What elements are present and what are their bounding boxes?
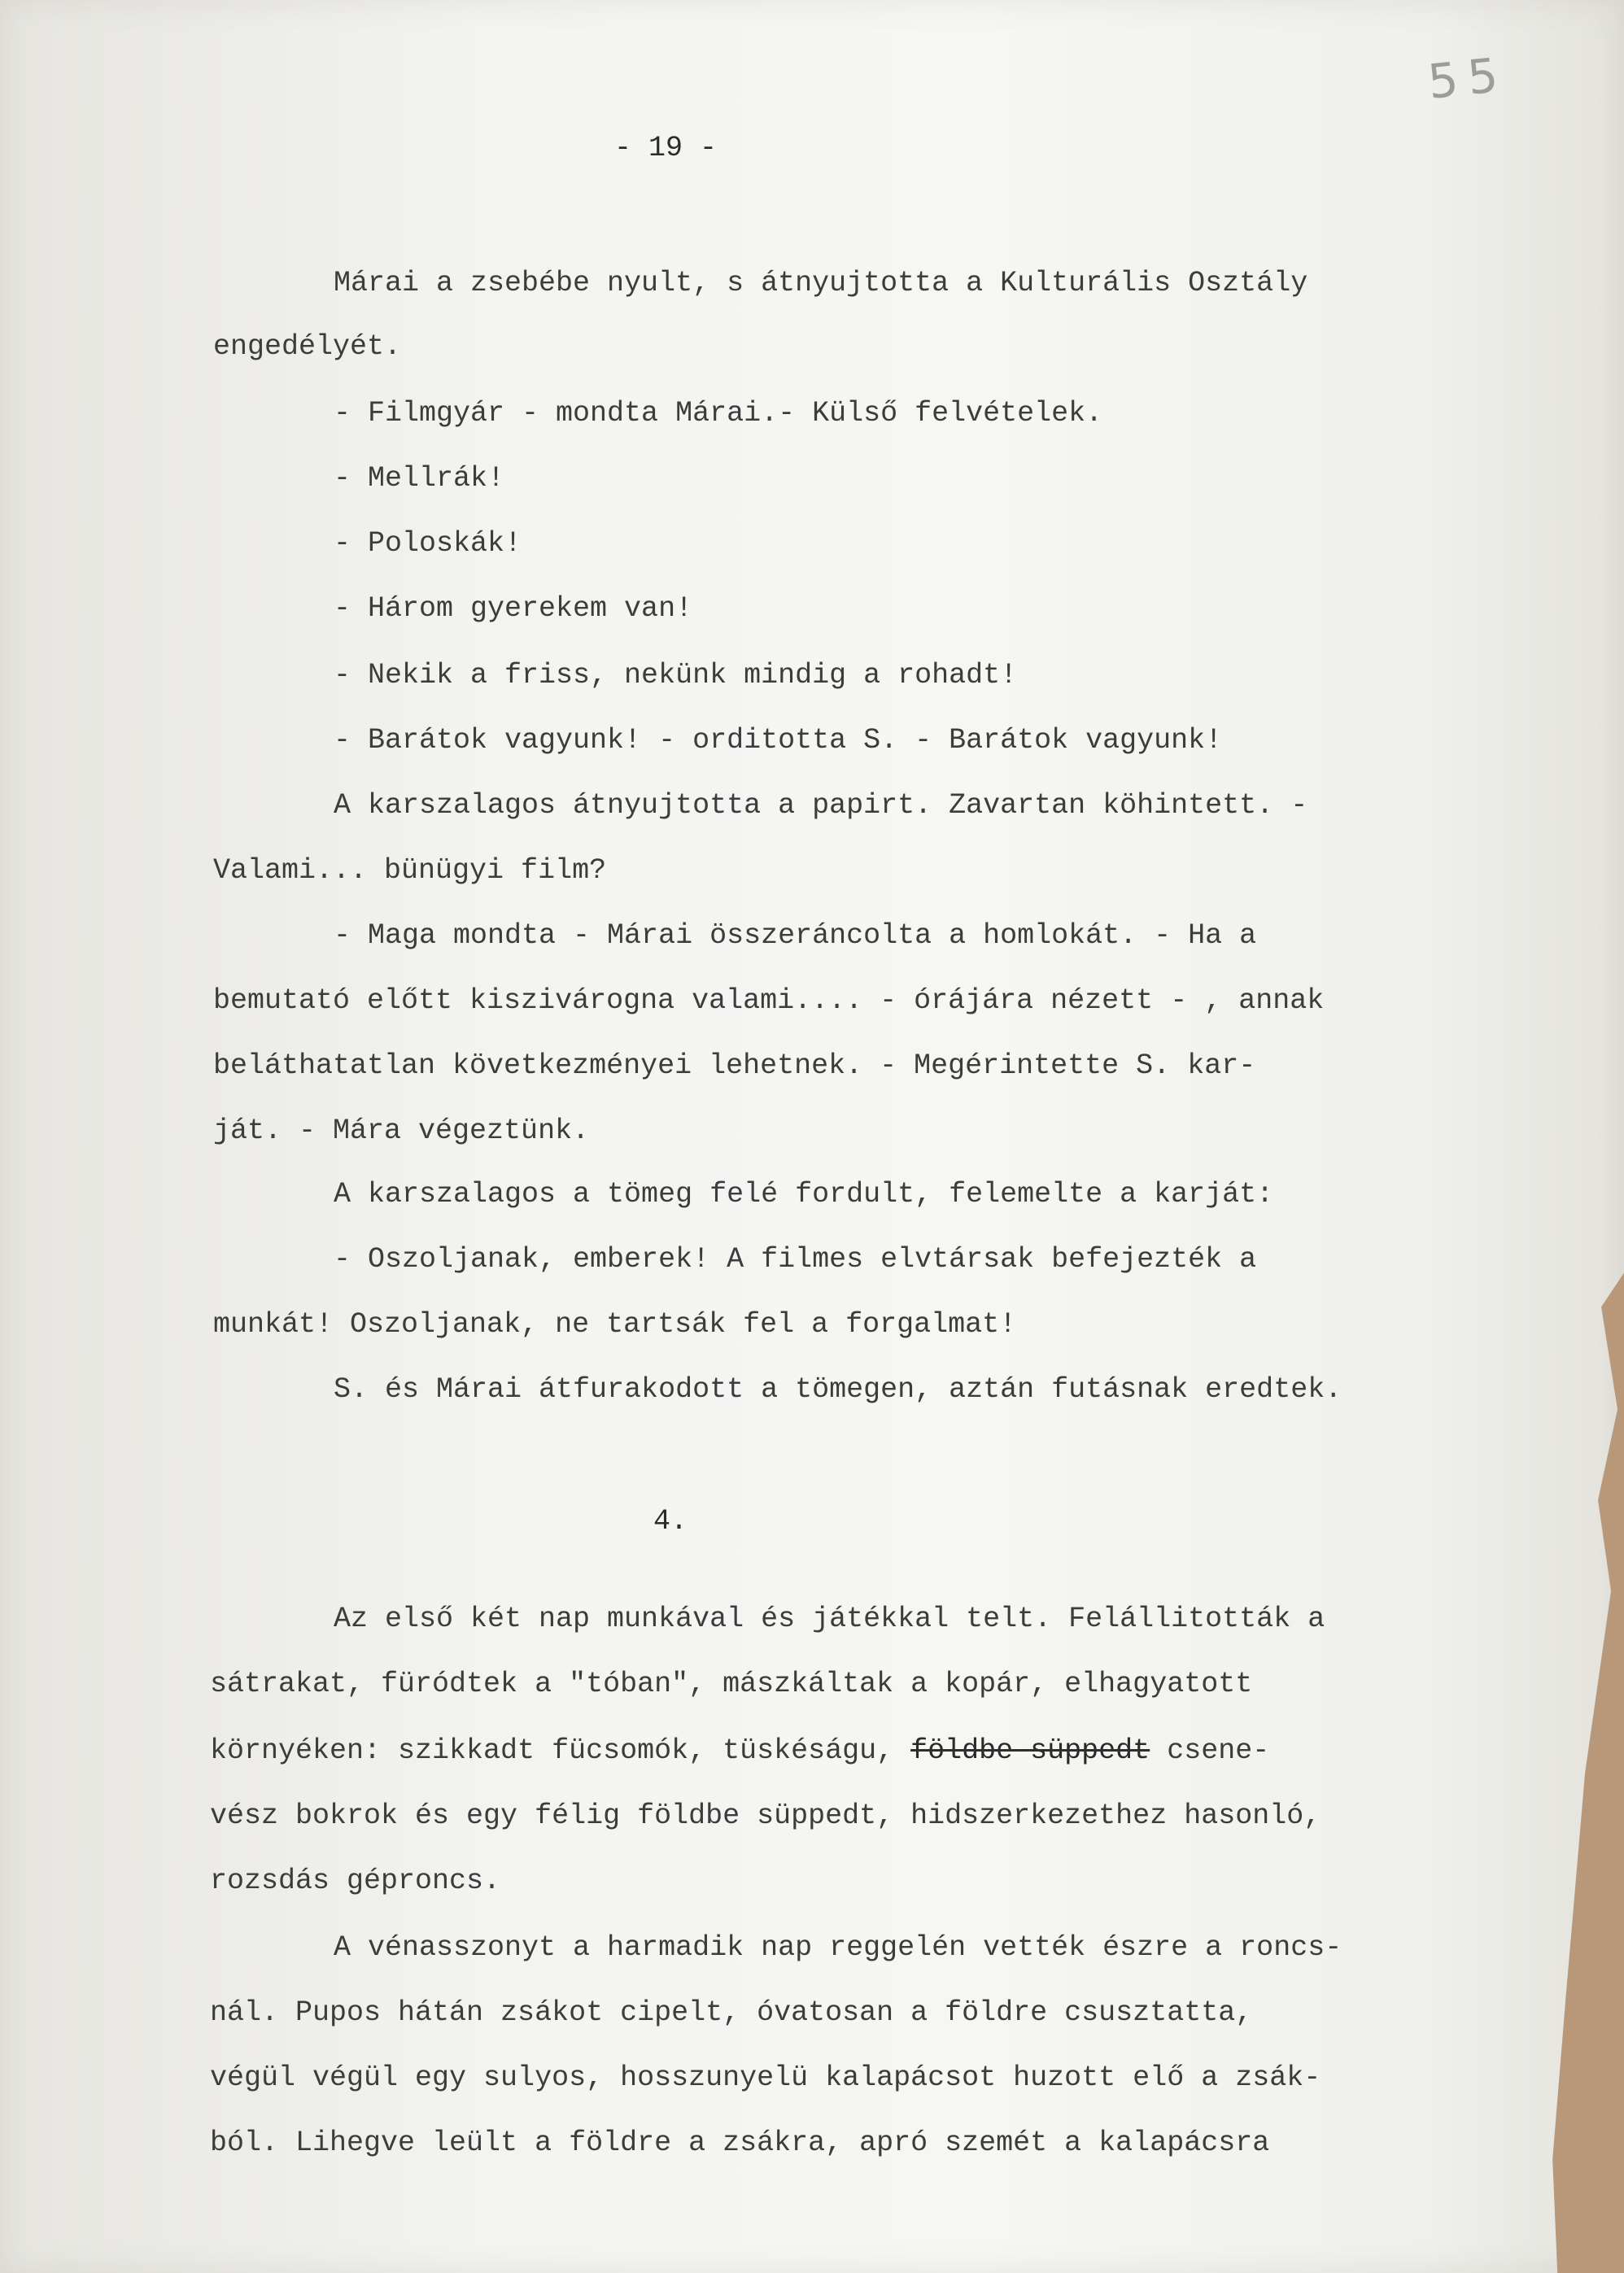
text-segment: csene-	[1150, 1734, 1270, 1767]
section-number: 4.	[653, 1505, 688, 1538]
text-line: - Filmgyár - mondta Márai.- Külső felvételek.	[334, 397, 1103, 430]
text-segment: környéken: szikkadt fücsomók, tüskéságu,	[210, 1734, 911, 1767]
text-line: Márai a zsebébe nyult, s átnyujtotta a Kulturális Osztály	[334, 267, 1308, 299]
text-line: engedélyét.	[213, 330, 402, 363]
text-line: S. és Márai átfurakodott a tömegen, aztán futásnak eredtek.	[334, 1373, 1342, 1406]
page-number: - 19 -	[614, 132, 718, 164]
text-line: - Barátok vagyunk! - orditotta S. - Barátok vagyunk!	[334, 724, 1223, 757]
text-line: A karszalagos a tömeg felé fordult, felemelte a karját:	[334, 1178, 1274, 1211]
text-line: beláthatatlan következményei lehetnek. - Megérintette S. kar-	[213, 1049, 1256, 1082]
pencil-page-mark: 55	[1425, 46, 1511, 110]
text-line: nál. Pupos hátán zsákot cipelt, óvatosan a földre csusztatta,	[210, 1996, 1253, 2029]
text-line: - Nekik a friss, nekünk mindig a rohadt!	[334, 659, 1018, 691]
text-line: - Poloskák!	[334, 527, 522, 560]
text-line: munkát! Oszoljanak, ne tartsák fel a forgalmat!	[213, 1308, 1017, 1341]
text-line: - Maga mondta - Márai összeráncolta a homlokát. - Ha a	[334, 919, 1257, 952]
text-line: A vénasszonyt a harmadik nap reggelén vették észre a roncs-	[334, 1931, 1342, 1964]
text-line: ból. Lihegve leült a földre a zsákra, apró szemét a kalapácsra	[210, 2127, 1270, 2159]
text-line: ját. - Mára végeztünk.	[213, 1115, 590, 1147]
struck-out-text: földbe süppedt	[910, 1734, 1150, 1767]
text-line-with-strikeout	[210, 1734, 1269, 1767]
text-line: Valami... bünügyi film?	[213, 854, 607, 887]
text-line: vész bokrok és egy félig földbe süppedt, hidszerkezethez hasonló,	[210, 1800, 1321, 1832]
text-line: bemutató előtt kiszivárogna valami.... - órájára nézett - , annak	[213, 984, 1325, 1017]
text-line: - Három gyerekem van!	[334, 592, 693, 625]
text-line: A karszalagos átnyujtotta a papirt. Zavartan köhintett. -	[334, 789, 1308, 822]
text-line: Az első két nap munkával és játékkal telt. Felállitották a	[334, 1603, 1325, 1635]
text-line: - Mellrák!	[334, 462, 505, 495]
text-line: sátrakat, füródtek a "tóban", mászkáltak a kopár, elhagyatott	[210, 1668, 1253, 1700]
text-line: - Oszoljanak, emberek! A filmes elvtársak befejezték a	[334, 1243, 1257, 1276]
text-line: rozsdás géproncs.	[210, 1865, 501, 1897]
text-line: végül végül egy sulyos, hosszunyelü kalapácsot huzott elő a zsák-	[210, 2061, 1321, 2094]
